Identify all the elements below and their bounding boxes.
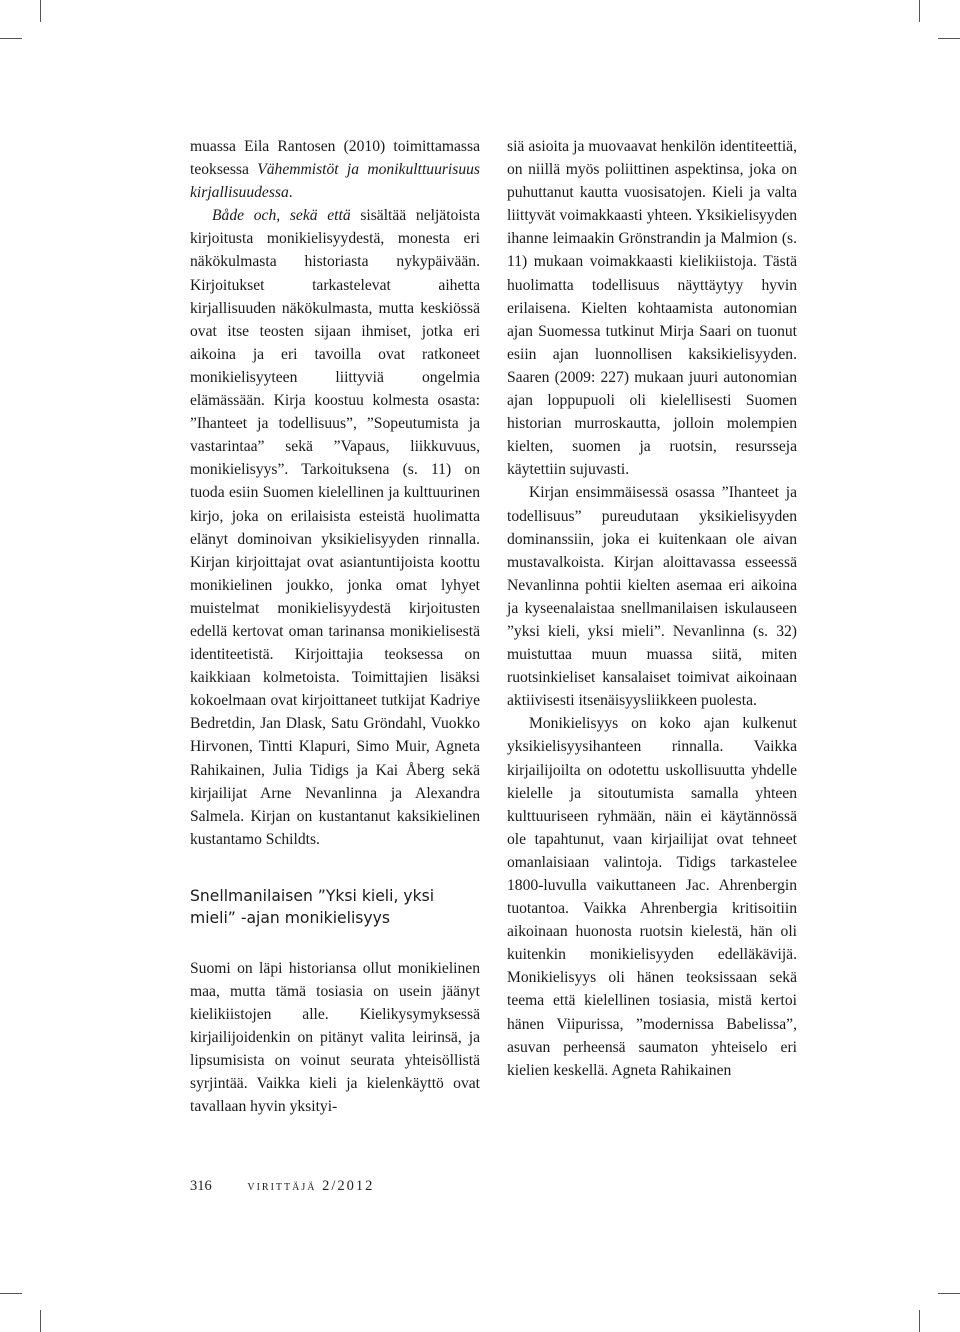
left-paragraph-3: Suomi on läpi historiansa ollut monikielinen maa, mutta tämä tosiasia on usein jäänyt kielikiistojen alle. Kielikysymyksessä kirjailijoidenkin on pitänyt valita leirinsä, ja lipsumisista on voinut seurata yhteisöllistä syrjintää. Vaikka kieli ja kielenkäyttö ovat tavallaan hyvin yksityi- <box>190 959 480 1116</box>
book-title-italic: Vähemmistöt ja monikulttuurisuus kirjallisuudessa <box>190 161 480 202</box>
crop-mark-bottom-left-vertical <box>40 1310 41 1332</box>
left-paragraph-2 <box>190 204 480 851</box>
left-column <box>190 135 480 1119</box>
reviewed-book-title-italic: Både och, sekä että <box>212 207 351 225</box>
crop-mark-bottom-right-vertical <box>919 1310 920 1332</box>
right-paragraph-2: Kirjan ensimmäisessä osassa ”Ihanteet ja todellisuus” pureudutaan yksikielisyyden dominanssiin, joka ei kuitenkaan ole aivan mustavalkoista. Kirjan aloittavassa esseessä Nevanlinna pohtii kielten asemaa eri aikoina ja kyseenalaistaa snellmanilaisen iskulauseen ”yksi kieli, yksi mieli”. Nevanlinna (s. 32) muistuttaa muun muassa siitä, miten ruotsinkieliset kansalaiset toimivat aikoinaan aktiivisesti itsenäisyysliikkeen puolesta. <box>507 484 797 710</box>
right-paragraph-3: Monikielisyys on koko ajan kulkenut yksikielisyysihanteen rinnalla. Vaikka kirjailijoilta on odotettu uskollisuutta yhdelle kielelle ja sitoutumista samalla yhteen kulttuuriseen ryhmään, näin ei käytännössä ole tapahtunut, vaan kirjailijat ovat tehneet omanlaisiaan valintoja. Tidigs tarkastelee 1800-luvulla vaikuttaneen Jac. Ahrenbergin tuotantoa. Vaikka Ahrenbergia kritisoitiin aikoinaan huonosta ruotsin kielestä, hän oli kuitenkin monikielisyyden edelläkävijä. Monikielisyys oli hänen teoksissaan sekä teema että kielellinen tosiasia, mistä kertoi hänen Viipurissa, ”modernissa Babelissa”, asuvan perheensä saumaton yhteiselo eri kielien keskellä. Agneta Rahikainen <box>507 715 797 1079</box>
left-paragraph-1-end: . <box>288 184 293 202</box>
crop-mark-bottom-right-horizontal <box>938 1293 960 1294</box>
crop-mark-top-left-vertical <box>40 0 41 22</box>
crop-mark-top-left-horizontal <box>0 38 22 39</box>
section-heading: Snellmanilaisen ”Yksi kieli, yksi mieli” -ajan monikielisyys <box>190 886 435 927</box>
journal-issue: virittäjä 2/2012 <box>247 1178 375 1194</box>
left-paragraph-2-text: sisältää neljätoista kirjoitusta monikielisyydestä, monesta eri näkökulmasta historiasta nykypäivään. Kirjoitukset tarkastelevat aihetta kirjallisuuden näkökulmasta, mutta keskiössä ovat itse teosten sijaan ihmiset, jotka eri aikoina ja eri tavoilla ovat ratkoneet monikielisyyteen liittyviä ongelmia elämässään. Kirja koostuu kolmesta osasta: ”Ihanteet ja todellisuus”, ”Sopeutumista ja vastarintaa” sekä ”Vapaus, liikkuvuus, monikielisyys”. Tarkoituksena (s. 11) on tuoda esiin Suomen kielellinen ja kulttuurinen kirjo, joka on erilaisista esteistä huolimatta elänyt dominoivan yksikielisyyden rinnalla. Kirjan kirjoittajat ovat asiantuntijoista koottu monikielinen joukko, jonka omat lyhyet muistelmat monikielisyydestä kirjoitusten edellä kertovat oman tarinansa monikielisestä identiteetistä. Kirjoittajia teoksessa on kaikkiaan kolmetoista. Toimittajien lisäksi kokoelmaan ovat kirjoittaneet tutkijat Kadriye Bedretdin, Jan Dlask, Satu Gröndahl, Vuokko Hirvonen, Tintti Klapuri, Simo Muir, Agneta Rahikainen, Julia Tidigs ja Kai Åberg sekä kirjailijat Arne Nevanlinna ja Alexandra Salmela. Kirjan on kustantanut kaksikielinen kustantamo Schildts. <box>190 207 480 848</box>
left-paragraph-1-text: muassa Eila Rantosen (2010) toimittamassa teoksessa <box>190 138 480 179</box>
left-paragraph-1 <box>190 135 480 204</box>
crop-mark-bottom-left-horizontal <box>0 1293 22 1294</box>
crop-mark-top-right-horizontal <box>938 38 960 39</box>
page-number: 316 <box>190 1178 212 1194</box>
page-footer <box>190 1176 374 1196</box>
right-column <box>507 135 797 1082</box>
right-paragraph-1: siä asioita ja muovaavat henkilön identiteettiä, on niillä myös poliittinen aspektinsa, joka on puhuttanut kautta vuosisatojen. Kieli ja valta liittyvät voimakkaasti yhteen. Yksikielisyyden ihanne leimaakin Grönstrandin ja Malmion (s. 11) mukaan voimakkaasti kielikiistoja. Tästä huolimatta todellisuus näyttäytyy hyvin erilaisena. Kielten kohtaamista autonomian ajan Suomessa tutkinut Mirja Saari on tuonut esiin ajan luonnollisen kaksikielisyyden. Saaren (2009: 227) mukaan juuri autonomian ajan loppupuoli oli kielellisesti Suomen historian murroskautta, jolloin molempien kielten, suomen ja ruotsin, resursseja käytettiin sujuvasti. <box>507 138 797 479</box>
crop-mark-top-right-vertical <box>919 0 920 22</box>
